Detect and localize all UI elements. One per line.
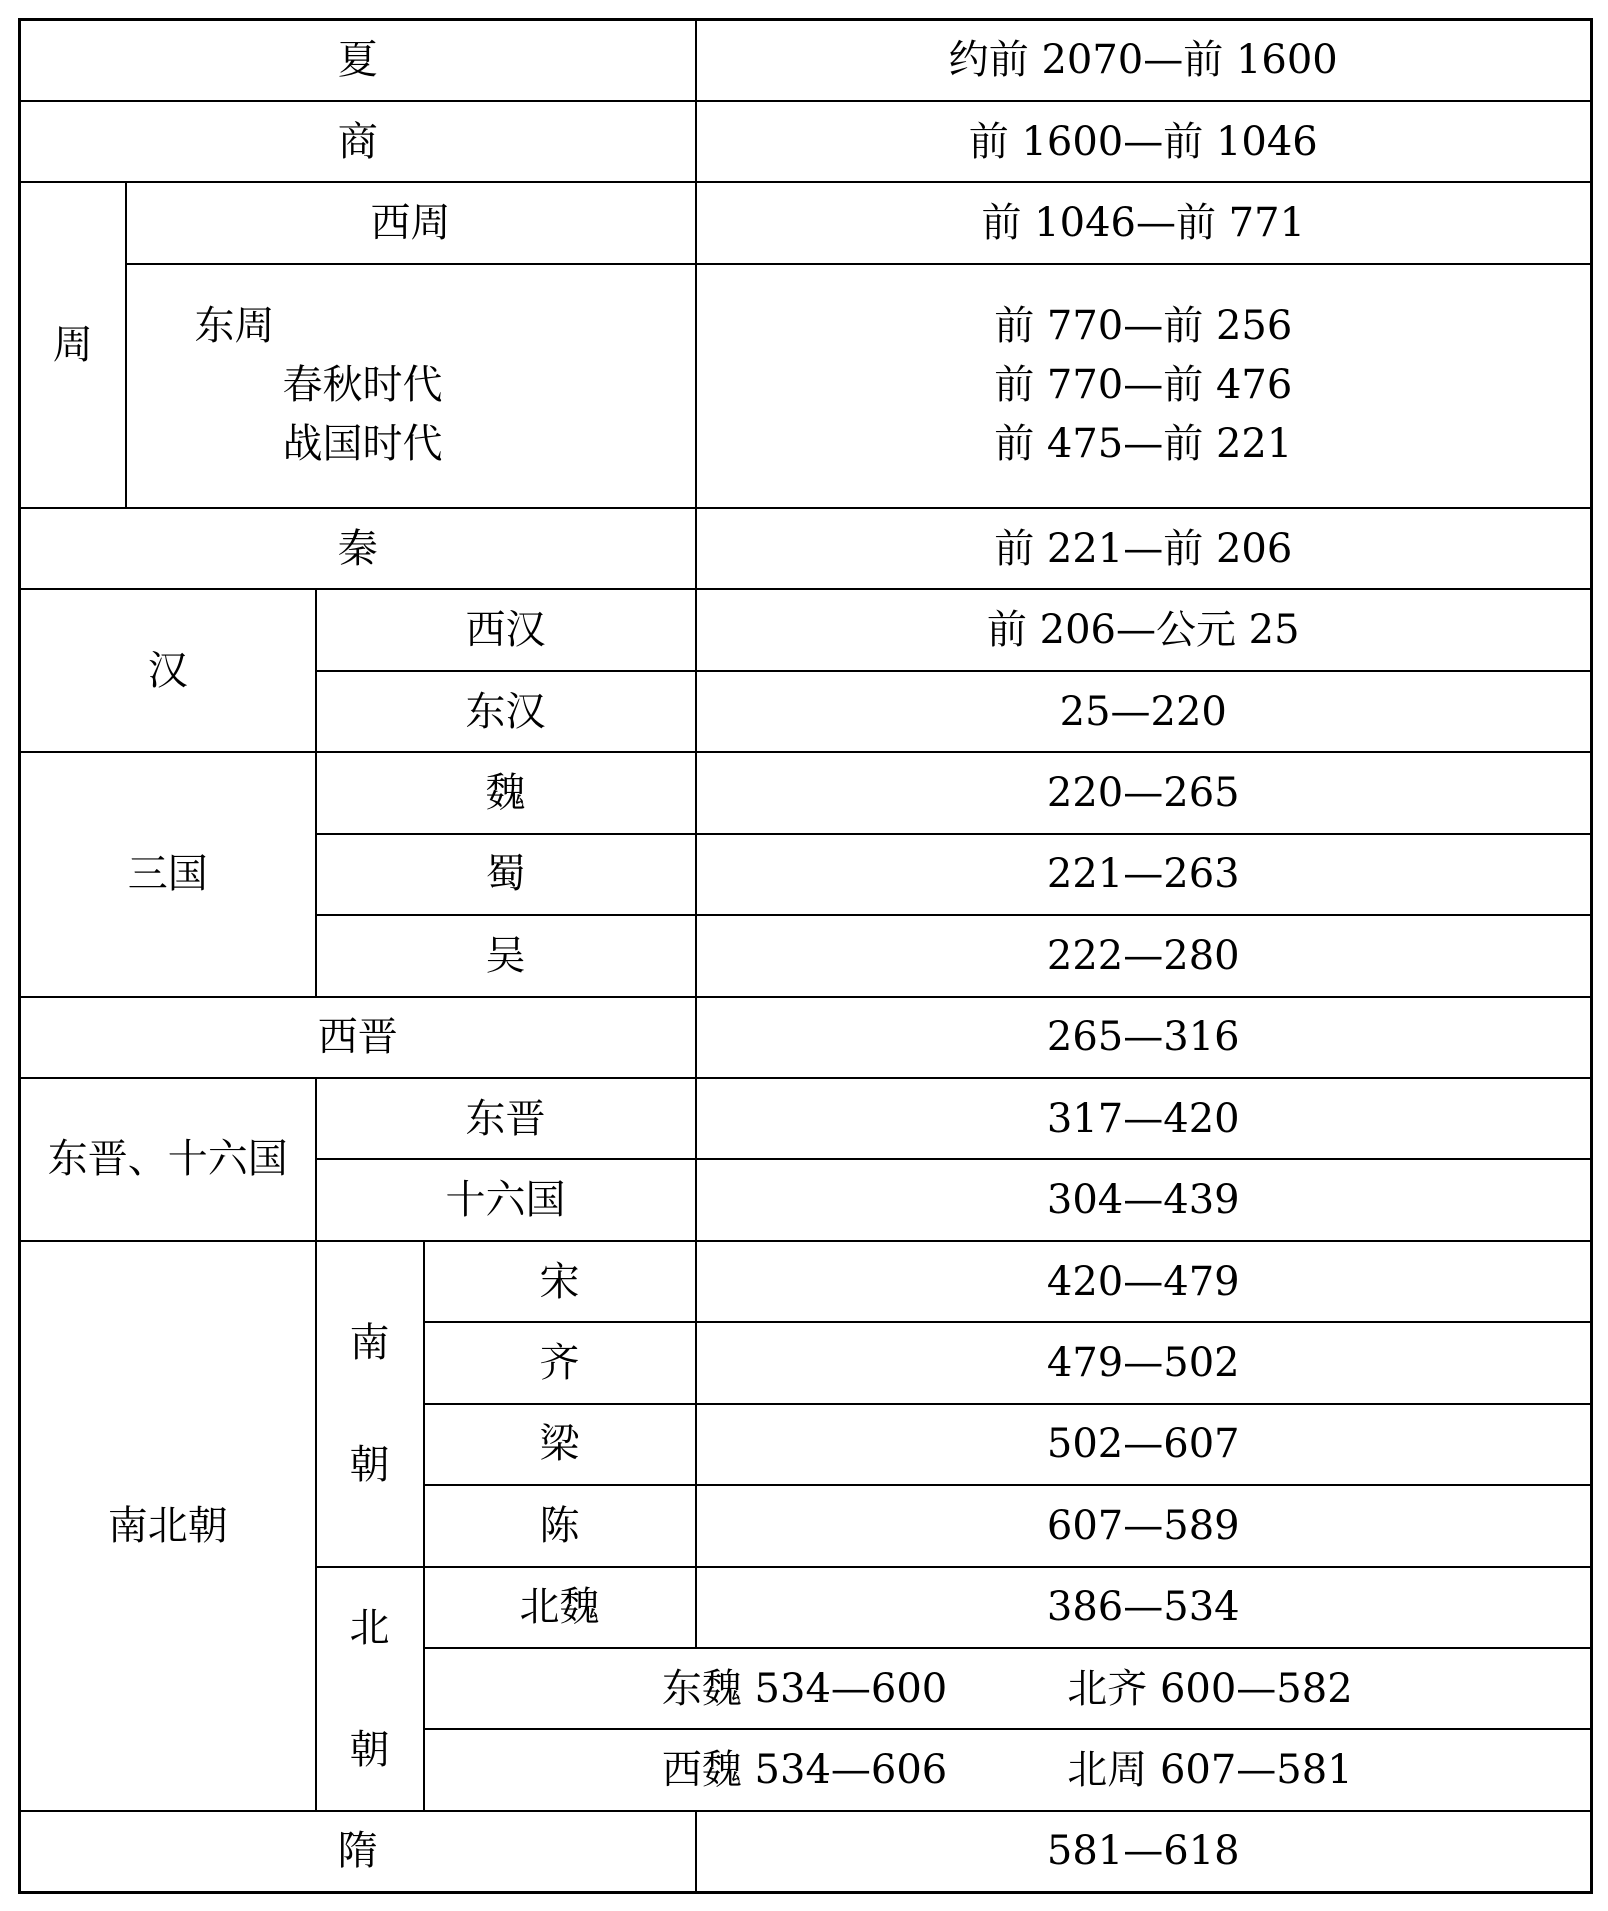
period-value: 265—316 (696, 997, 1592, 1078)
period-value: 607—589 (696, 1485, 1592, 1566)
period-value: 前 475—前 221 (994, 421, 1293, 468)
table-row (20, 1078, 1592, 1159)
period-value: 222—280 (696, 915, 1592, 996)
dynasty-name: 南北朝 (20, 1241, 316, 1811)
subdynasty-name: 北魏 (424, 1567, 696, 1648)
subdynasty-name: 东晋 (316, 1078, 696, 1159)
xiwei-entry: 西魏 534—606 (661, 1747, 948, 1794)
beiqi-entry: 北齐 600—582 (1067, 1665, 1353, 1712)
dynasty-name: 隋 (20, 1811, 696, 1893)
dynasty-chronology-table (18, 18, 1593, 1894)
subdynasty-name: 宋 (424, 1241, 696, 1322)
beizhou-entry: 北周 607—581 (1067, 1747, 1353, 1794)
period-value: 前 770—前 476 (994, 362, 1293, 409)
kingdom-name: 魏 (316, 752, 696, 833)
era-name: 春秋时代 (282, 362, 443, 409)
beichao-char: 朝 (349, 1726, 390, 1773)
table-row (20, 589, 1592, 670)
table-row (20, 264, 1592, 508)
split-states-row (424, 1729, 1592, 1810)
period-value: 前 1600—前 1046 (696, 101, 1592, 182)
period-group (696, 264, 1592, 508)
subdynasty-name: 陈 (424, 1485, 696, 1566)
dynasty-name: 秦 (20, 508, 696, 589)
period-value: 前 770—前 256 (994, 303, 1293, 350)
subdynasty-name: 西周 (126, 182, 696, 263)
period-value: 221—263 (696, 834, 1592, 915)
period-value: 502—607 (696, 1404, 1592, 1485)
dynasty-name: 周 (20, 182, 126, 508)
subdynasty-name: 东周 (194, 303, 275, 350)
table-row (20, 182, 1592, 263)
period-value: 479—502 (696, 1322, 1592, 1403)
split-states-row (424, 1648, 1592, 1729)
table-row (20, 1811, 1592, 1893)
period-value: 317—420 (696, 1078, 1592, 1159)
table-row (20, 752, 1592, 833)
subdynasty-name: 梁 (424, 1404, 696, 1485)
dynasty-name: 西晋 (20, 997, 696, 1078)
dongwei-entry: 东魏 534—600 (661, 1665, 948, 1712)
subdynasty-name: 东汉 (316, 671, 696, 752)
period-value: 581—618 (696, 1811, 1592, 1893)
nanchao-char: 朝 (349, 1441, 390, 1488)
dynasty-name: 汉 (20, 589, 316, 752)
nanchao-label (316, 1241, 424, 1567)
period-value: 304—439 (696, 1159, 1592, 1240)
dynasty-name: 商 (20, 101, 696, 182)
subdynasty-name: 十六国 (316, 1159, 696, 1240)
subdynasty-name: 齐 (424, 1322, 696, 1403)
nanchao-char: 南 (349, 1319, 390, 1366)
dynasty-name: 夏 (20, 20, 696, 101)
dynasty-name: 东晋、十六国 (20, 1078, 316, 1241)
period-value: 25—220 (696, 671, 1592, 752)
table-row (20, 20, 1592, 101)
table-row (20, 508, 1592, 589)
table-row (20, 101, 1592, 182)
subdynasty-name: 西汉 (316, 589, 696, 670)
period-value: 前 221—前 206 (696, 508, 1592, 589)
beichao-label (316, 1567, 424, 1811)
period-value: 前 1046—前 771 (696, 182, 1592, 263)
subdynasty-group (126, 264, 696, 508)
kingdom-name: 蜀 (316, 834, 696, 915)
kingdom-name: 吴 (316, 915, 696, 996)
period-value: 220—265 (696, 752, 1592, 833)
table-row (20, 1241, 1592, 1322)
era-name: 战国时代 (282, 421, 443, 468)
period-value: 约前 2070—前 1600 (696, 20, 1592, 101)
table-row (20, 997, 1592, 1078)
beichao-char: 北 (349, 1604, 390, 1651)
dynasty-name: 三国 (20, 752, 316, 996)
period-value: 前 206—公元 25 (696, 589, 1592, 670)
period-value: 386—534 (696, 1567, 1592, 1648)
period-value: 420—479 (696, 1241, 1592, 1322)
